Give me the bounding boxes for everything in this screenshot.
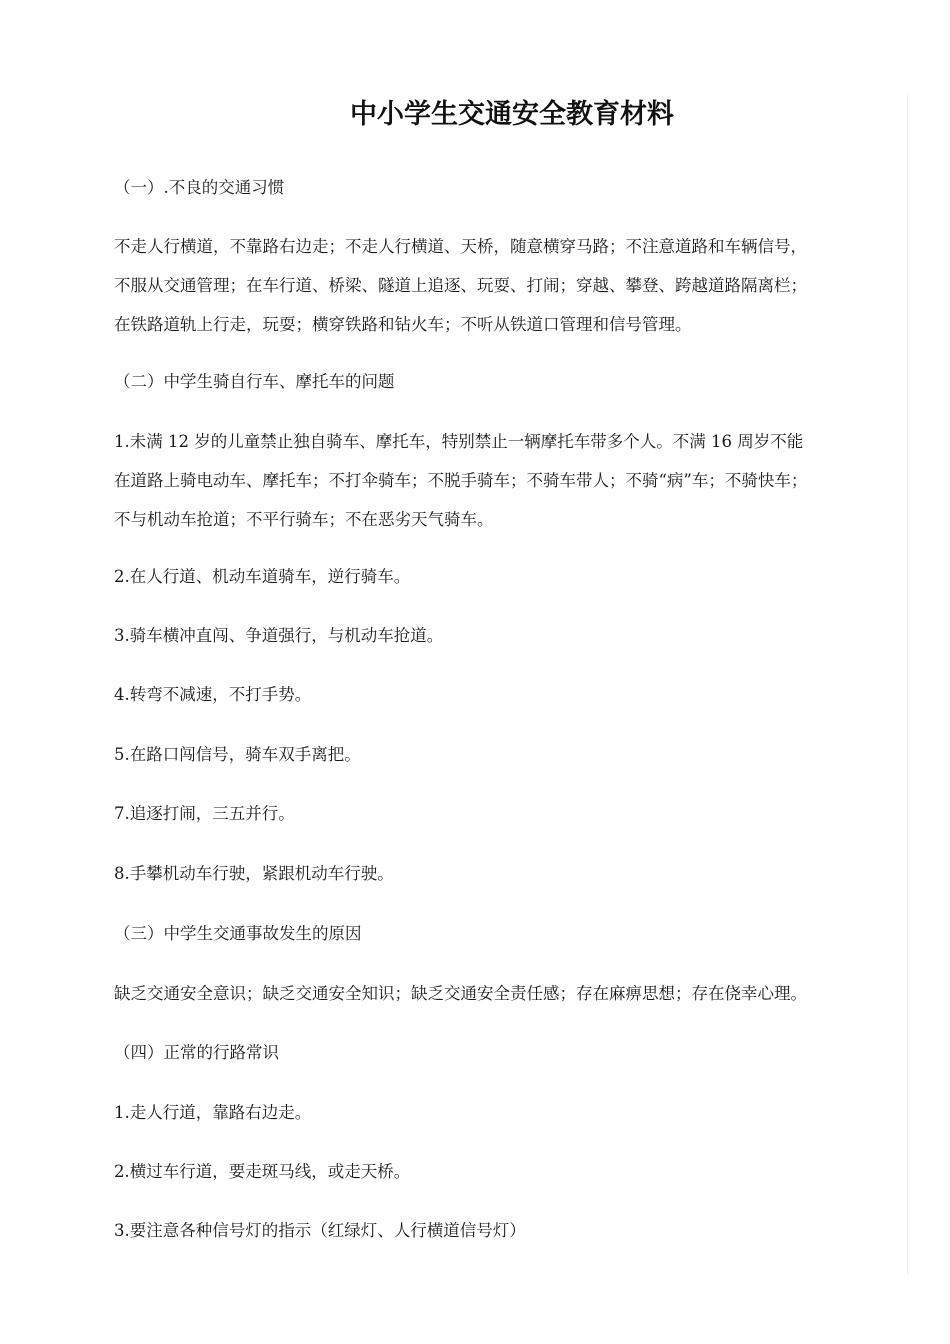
paragraph-line: 在道路上骑电动车、摩托车；不打伞骑车；不脱手骑车；不骑车带人；不骑“病”车；不骑快车； bbox=[114, 471, 808, 490]
section-2-item-4: 4.转弯不减速，不打手势。 bbox=[114, 685, 312, 704]
section-2-item-7: 7.追逐打闹，三五并行。 bbox=[114, 804, 295, 823]
section-heading-4: （四）正常的行路常识 bbox=[114, 1043, 279, 1062]
section-heading-1: （一）.不良的交通习惯 bbox=[114, 178, 285, 197]
section-4-item-3: 3.要注意各种信号灯的指示（红绿灯、人行横道信号灯） bbox=[114, 1221, 526, 1240]
section-4-item-1: 1.走人行道，靠路右边走。 bbox=[114, 1103, 312, 1122]
section-1-paragraph bbox=[114, 227, 910, 344]
paragraph-line: 不服从交通管理；在车行道、桥梁、隧道上追逐、玩耍、打闹；穿越、攀登、跨越道路隔离栏； bbox=[114, 276, 807, 295]
section-2-item-2: 2.在人行道、机动车道骑车，逆行骑车。 bbox=[114, 567, 411, 586]
section-2-item-8: 8.手攀机动车行驶，紧跟机动车行驶。 bbox=[114, 864, 394, 883]
section-heading-3: （三）中学生交通事故发生的原因 bbox=[114, 924, 362, 943]
document-title: 中小学生交通安全教育材料 bbox=[350, 99, 674, 130]
paragraph-line: 在铁路道轨上行走，玩耍；横穿铁路和钻火车；不听从铁道口管理和信号管理。 bbox=[114, 315, 692, 334]
section-2-item-1 bbox=[114, 422, 910, 539]
paragraph-line: 不与机动车抢道；不平行骑车；不在恶劣天气骑车。 bbox=[114, 510, 494, 529]
paragraph-line: 不走人行横道，不靠路右边走；不走人行横道、天桥，随意横穿马路；不注意道路和车辆信号， bbox=[114, 237, 807, 256]
section-heading-2: （二）中学生骑自行车、摩托车的问题 bbox=[114, 372, 395, 391]
section-2-item-5: 5.在路口闯信号，骑车双手离把。 bbox=[114, 745, 361, 764]
section-3-paragraph: 缺乏交通安全意识；缺乏交通安全知识；缺乏交通安全责任感；存在麻痹思想；存在侥幸心理。 bbox=[114, 984, 807, 1003]
section-2-item-3: 3.骑车横冲直闯、争道强行，与机动车抢道。 bbox=[114, 626, 444, 645]
section-4-item-2: 2.横过车行道，要走斑马线，或走天桥。 bbox=[114, 1162, 411, 1181]
paragraph-line: 1.未满 12 岁的儿童禁止独自骑车、摩托车，特别禁止一辆摩托车带多个人。不满 16 周岁不能 bbox=[114, 432, 804, 451]
